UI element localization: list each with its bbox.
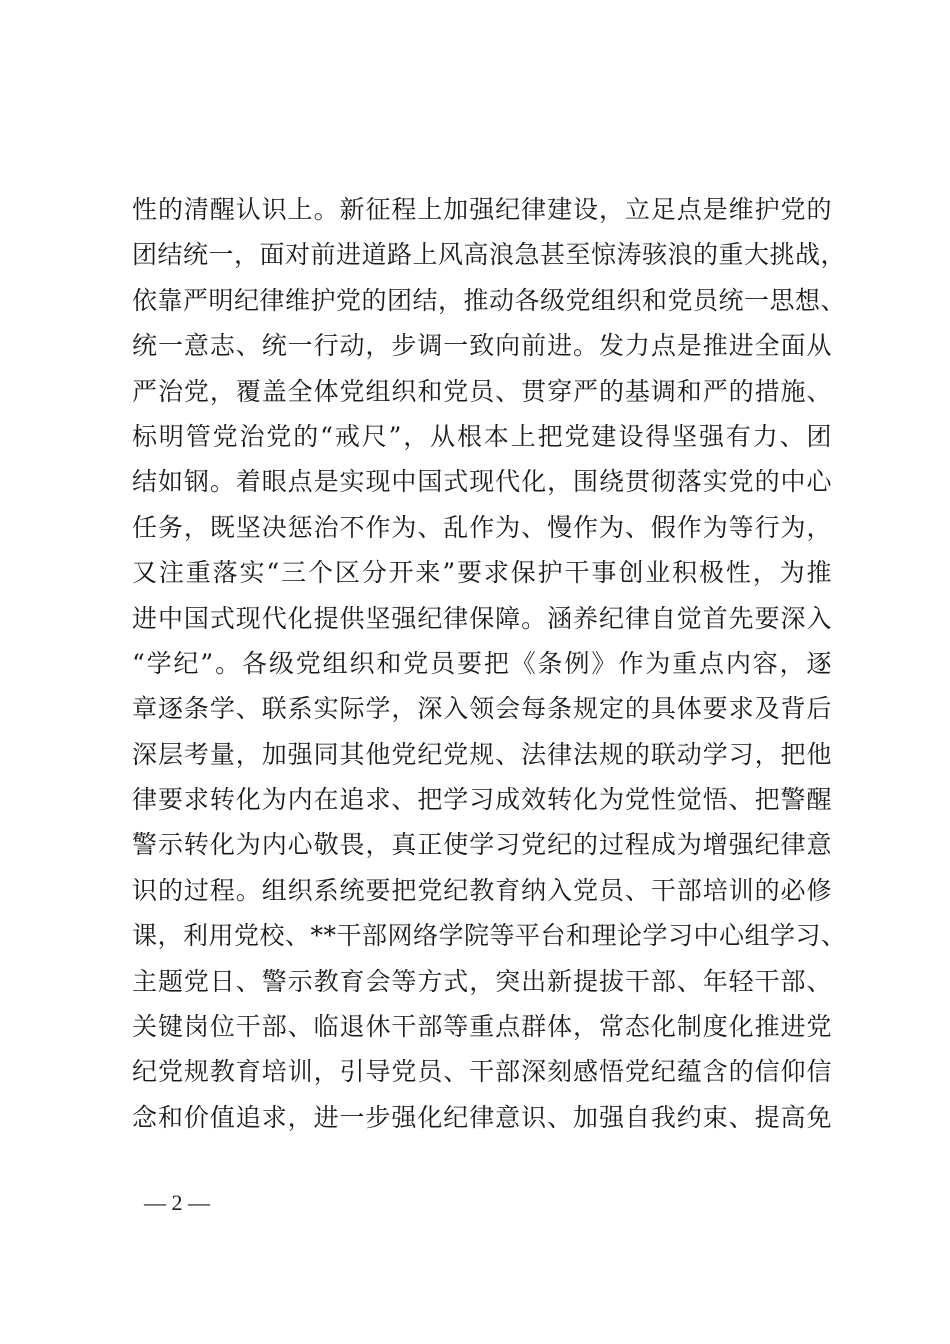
text-line: 任务，既坚决惩治不作为、乱作为、慢作为、假作为等行为， [132,512,832,542]
text-line: 识的过程。组织系统要把党纪教育纳入党员、干部培训的必修 [132,875,832,905]
body-text [132,187,862,1140]
text-line: 课，利用党校、**干部网络学院等平台和理论学习中心组学习、 [132,921,847,951]
text-line: “学纪”。各级党组织和党员要把《条例》作为重点内容，逐 [132,648,832,678]
text-line: 统一意志、统一行动，步调一致向前进。发力点是推进全面从 [132,331,832,361]
text-line: 性的清醒认识上。新征程上加强纪律建设，立足点是维护党的 [132,195,832,224]
text-line: 关键岗位干部、临退休干部等重点群体，常态化制度化推进党 [132,1012,832,1042]
text-line: 团结统一，面对前进道路上风高浪急甚至惊涛骇浪的重大挑战， [132,240,847,270]
page-number: — 2 — [144,1190,210,1215]
text-line: 律要求转化为内在追求、把学习成效转化为党性觉悟、把警醒 [132,785,832,815]
text-line: 结如钢。着眼点是实现中国式现代化，围绕贯彻落实党的中心 [132,467,832,497]
text-line: 纪党规教育培训，引导党员、干部深刻感悟党纪蕴含的信仰信 [132,1057,832,1087]
text-line: 依靠严明纪律维护党的团结，推动各级党组织和党员统一思想、 [132,285,847,315]
text-line: 深层考量，加强同其他党纪党规、法律法规的联动学习，把他 [132,739,832,769]
text-line: 章逐条学、联系实际学，深入领会每条规定的具体要求及背后 [132,694,832,724]
text-line: 主题党日、警示教育会等方式，突出新提拔干部、年轻干部、 [132,966,832,996]
text-line: 警示转化为内心敬畏，真正使学习党纪的过程成为增强纪律意 [132,830,832,860]
text-line: 又注重落实“三个区分开来”要求保护干事创业积极性，为推 [132,558,832,588]
text-line: 标明管党治党的“戒尺”，从根本上把党建设得坚强有力、团 [132,421,832,451]
text-line: 进中国式现代化提供坚强纪律保障。涵养纪律自觉首先要深入 [132,603,832,633]
text-line: 严治党，覆盖全体党组织和党员、贯穿严的基调和严的措施、 [132,376,832,406]
text-line: 念和价值追求，进一步强化纪律意识、加强自我约束、提高免 [132,1102,832,1132]
